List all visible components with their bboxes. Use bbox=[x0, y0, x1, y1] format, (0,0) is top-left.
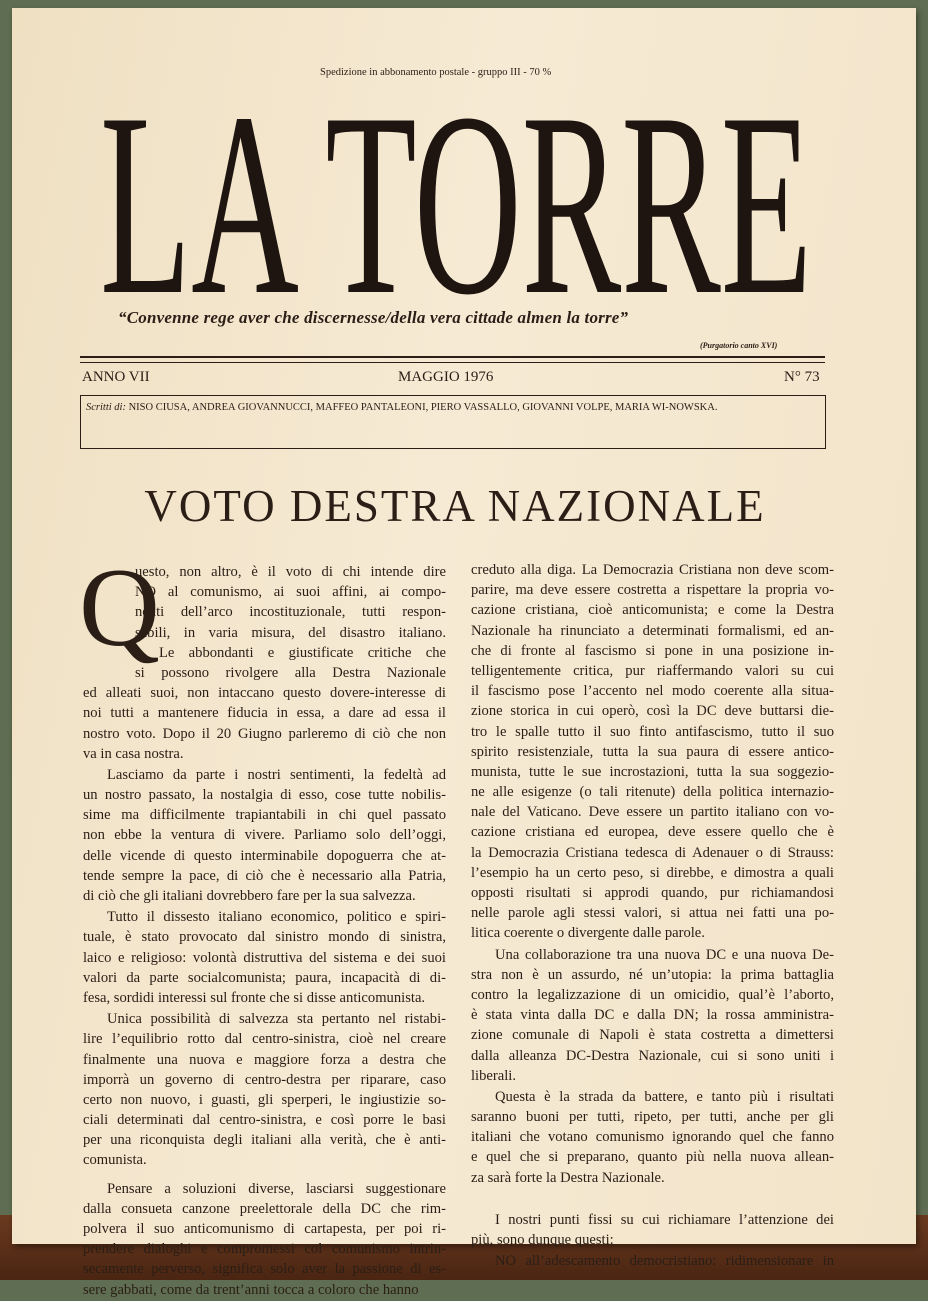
authors-list: NISO CIUSA, ANDREA GIOVANNUCCI, MAFFEO PANTALEONI, PIERO VASSALLO, GIOVANNI VOLPE, MARIA WI-NOWSKA. bbox=[128, 402, 718, 413]
text-line: nostro voto. Dopo il 20 Giugno parleremo di ciò che non bbox=[83, 725, 446, 742]
paragraph bbox=[83, 1179, 446, 1300]
text-line: imporrà un governo di centro-destra per riparare, caso bbox=[83, 1071, 446, 1088]
text-line: Le abbondanti e giustificate critiche che bbox=[159, 644, 446, 661]
paragraph bbox=[471, 1251, 834, 1271]
text-line: Questa è la strada da battere, e tanto più i risultati bbox=[495, 1088, 834, 1105]
text-line: creduto alla diga. La Democrazia Cristiana non deve scom- bbox=[471, 562, 834, 578]
text-line: valori da parte socialcomunista; paura, incapacità di di- bbox=[83, 969, 446, 986]
text-line: fesa, sordidi interessi sul fronte che si disse anticomunista. bbox=[83, 989, 426, 1006]
text-line: un nostro passato, la nostalgia di esso, cose tutte nobilis- bbox=[83, 787, 446, 804]
text-line: spirito resistenziale, tutta la sua paura di essere antico- bbox=[471, 743, 834, 760]
text-line: è stata vinta dalla DC e dalla DN; la rossa amministra- bbox=[471, 1007, 834, 1024]
motto: “Convenne rege aver che discernesse/della vera cittade almen la torre” bbox=[118, 308, 629, 327]
text-line: si possono rivolgere alla Destra Nazionale bbox=[135, 664, 446, 681]
text-line: cazione cristiana ed europea, deve essere quello che è bbox=[471, 824, 834, 841]
text-line: Pensare a soluzioni diverse, lasciarsi suggestionare bbox=[107, 1180, 446, 1197]
divider bbox=[80, 356, 825, 358]
text-line: ciali determinati dal centro-sinistra, e così porre le basi bbox=[83, 1112, 446, 1129]
year-label: ANNO VII bbox=[82, 369, 150, 385]
text-line: italiani che votano comunismo ignorando quel che fanno bbox=[471, 1129, 834, 1146]
text-line: NO al comunismo, ai suoi affini, ai compo- bbox=[135, 584, 446, 601]
text-line: Unica possibilità di salvezza sta pertanto nel ristabi- bbox=[107, 1011, 446, 1028]
text-line: sime ma difficilmente trapiantabili in chi quel passato bbox=[83, 807, 446, 824]
text-line: nelle parole agli stessi valori, si attua nei fatti una po- bbox=[471, 905, 834, 922]
drop-cap: Q bbox=[79, 546, 160, 670]
text-line: certo non nuovo, i guasti, gli sperperi, le ingiustizie so- bbox=[83, 1091, 446, 1108]
text-line: zione comunale di Napoli è stata costretta a dimettersi bbox=[471, 1027, 834, 1044]
paragraph bbox=[83, 907, 446, 1008]
text-line: saranno buoni per tutti, ripeto, per tutti, anche per gli bbox=[471, 1109, 834, 1126]
text-line: tende sempre la pace, di ciò che è necessario alla Patria, bbox=[83, 867, 446, 884]
text-line: munista, tutte le sue incrostazioni, tutta la sua soggezio- bbox=[471, 763, 834, 780]
paragraph bbox=[83, 765, 446, 906]
text-line: sabili, in varia misura, del disastro italiano. bbox=[135, 624, 446, 641]
paragraph bbox=[471, 1210, 834, 1250]
paragraph bbox=[471, 560, 834, 944]
text-line: non ebbe la ventura di vivere. Parliamo solo dell’oggi, bbox=[83, 827, 446, 844]
right-column bbox=[471, 560, 834, 1272]
text-line: prendere dialoghi e compromessi col comunismo intrin- bbox=[83, 1241, 446, 1258]
text-line: NO all’adescamento democristiano: ridimensionare in bbox=[495, 1253, 834, 1270]
text-line: tro le spalle tutto il suo finto antifascismo, tutto il suo bbox=[471, 723, 834, 740]
text-line: Lasciamo da parte i nostri sentimenti, la fedeltà ad bbox=[107, 766, 446, 783]
article-title: VOTO DESTRA NAZIONALE bbox=[144, 481, 766, 531]
masthead-text: LA TORRE bbox=[100, 92, 812, 302]
text-line: Tutto il dissesto italiano economico, politico e spiri- bbox=[107, 909, 446, 926]
text-line: contro la legalizzazione di un omicidio, qual’è l’aborto, bbox=[471, 986, 834, 1003]
text-line: noi tutti a mantenere fiducia in essa, a dare ad essa il bbox=[83, 705, 446, 722]
postal-note: Spedizione in abbonamento postale - gruppo III - 70 % bbox=[320, 67, 552, 78]
text-line: Nazionale ha rinunciato a determinati formalismi, ed an- bbox=[471, 622, 834, 639]
authors-label: Scritti di: bbox=[86, 402, 126, 413]
text-line: finalmente una nuova e maggiore forza a destra che bbox=[83, 1051, 446, 1068]
text-line: comunista. bbox=[83, 1152, 147, 1169]
text-line: liberali. bbox=[471, 1067, 516, 1084]
text-line: per una riconquista degli italiani alla verità, che è anti- bbox=[83, 1132, 446, 1149]
motto-source: (Purgatorio canto XVI) bbox=[700, 341, 778, 350]
text-line: uesto, non altro, è il voto di chi intende dire bbox=[135, 564, 446, 580]
text-line: za sarà forte la Destra Nazionale. bbox=[471, 1169, 665, 1186]
paragraph bbox=[83, 1009, 446, 1171]
text-line: dalla consueta canzone preelettorale della DC che rim- bbox=[83, 1200, 446, 1217]
text-line: telligentemente critica, pur riaffermando valori su cui bbox=[471, 662, 834, 679]
text-line: l’esempio ha un certo peso, si direbbe, e dimostra a quali bbox=[471, 864, 834, 881]
text-line: stra non è un assurdo, né un’utopia: la prima battaglia bbox=[471, 966, 834, 983]
text-line: Una collaborazione tra una nuova DC e una nuova De- bbox=[495, 946, 834, 963]
text-line: più, sono dunque questi: bbox=[471, 1232, 614, 1248]
text-line: ne alle esigenze (o tali ritenute) della politica internazio- bbox=[471, 784, 834, 801]
text-line: dalla alleanza DC-Destra Nazionale, cui si sono uniti i bbox=[471, 1047, 834, 1064]
text-line: cazione cristiana, cioè anticomunista; e come la Destra bbox=[471, 602, 834, 619]
text-line: il fascismo pose l’accento nel modo coerente alla situa- bbox=[471, 683, 834, 700]
text-line: zione storica in cui operò, così la DC deve buttarsi die- bbox=[471, 703, 834, 720]
text-line: polvera il suo anticomunismo di cartapesta, per poi ri- bbox=[83, 1221, 446, 1237]
text-line: sere gabbati, come da trent’anni tocca a coloro che hanno bbox=[83, 1281, 419, 1298]
text-line: secamente perverso, significa solo aver la passione di es- bbox=[83, 1261, 446, 1278]
text-line: ed alleati suoi, non intaccano questo dovere-interesse di bbox=[83, 685, 446, 702]
text-line: opposti risultati si approdi quando, pur richiamandosi bbox=[471, 885, 834, 901]
paragraph bbox=[471, 1087, 834, 1188]
issue-date: MAGGIO 1976 bbox=[398, 369, 494, 385]
divider bbox=[80, 362, 825, 363]
text-line: e quel che si preparano, quanto più nella nuova allean- bbox=[471, 1149, 834, 1166]
text-line: delle vicende di questo interminabile dopoguerra che at- bbox=[83, 847, 446, 864]
text-line: nenti dell’arco incostituzionale, tutti respon- bbox=[135, 604, 446, 621]
paragraph bbox=[471, 945, 834, 1086]
left-column bbox=[79, 546, 446, 1301]
issue-number: N° 73 bbox=[784, 369, 820, 385]
masthead bbox=[100, 92, 812, 302]
text-line: litica coerente o divergente dalle parole. bbox=[471, 925, 705, 942]
text-line: lire l’equilibrio rotto dal centro-sinistra, cioè nel creare bbox=[83, 1031, 446, 1048]
text-line: parire, ma deve essere costretta a rispettare la propria vo- bbox=[471, 582, 834, 599]
text-line: di ciò che gli italiani dovrebbero fare per la sua salvezza. bbox=[83, 888, 416, 904]
text-line: tuale, è stato provocato dal sinistro mondo di sinistra, bbox=[83, 929, 446, 946]
text-line: nale del Vaticano. Deve essere un partito italiano con vo- bbox=[471, 804, 834, 821]
authors-box bbox=[80, 395, 826, 449]
text-line: I nostri punti fissi su cui richiamare l’attenzione dei bbox=[495, 1211, 834, 1228]
text-line: che di fronte al fascismo si pone in una posizione in- bbox=[471, 642, 834, 659]
text-line: la Democrazia Cristiana tedesca di Adenauer o di Strauss: bbox=[471, 844, 834, 861]
text-line: va in casa nostra. bbox=[83, 745, 184, 762]
text-line: laico e religioso: volontà distruttiva del sistema e dei suoi bbox=[83, 949, 446, 966]
